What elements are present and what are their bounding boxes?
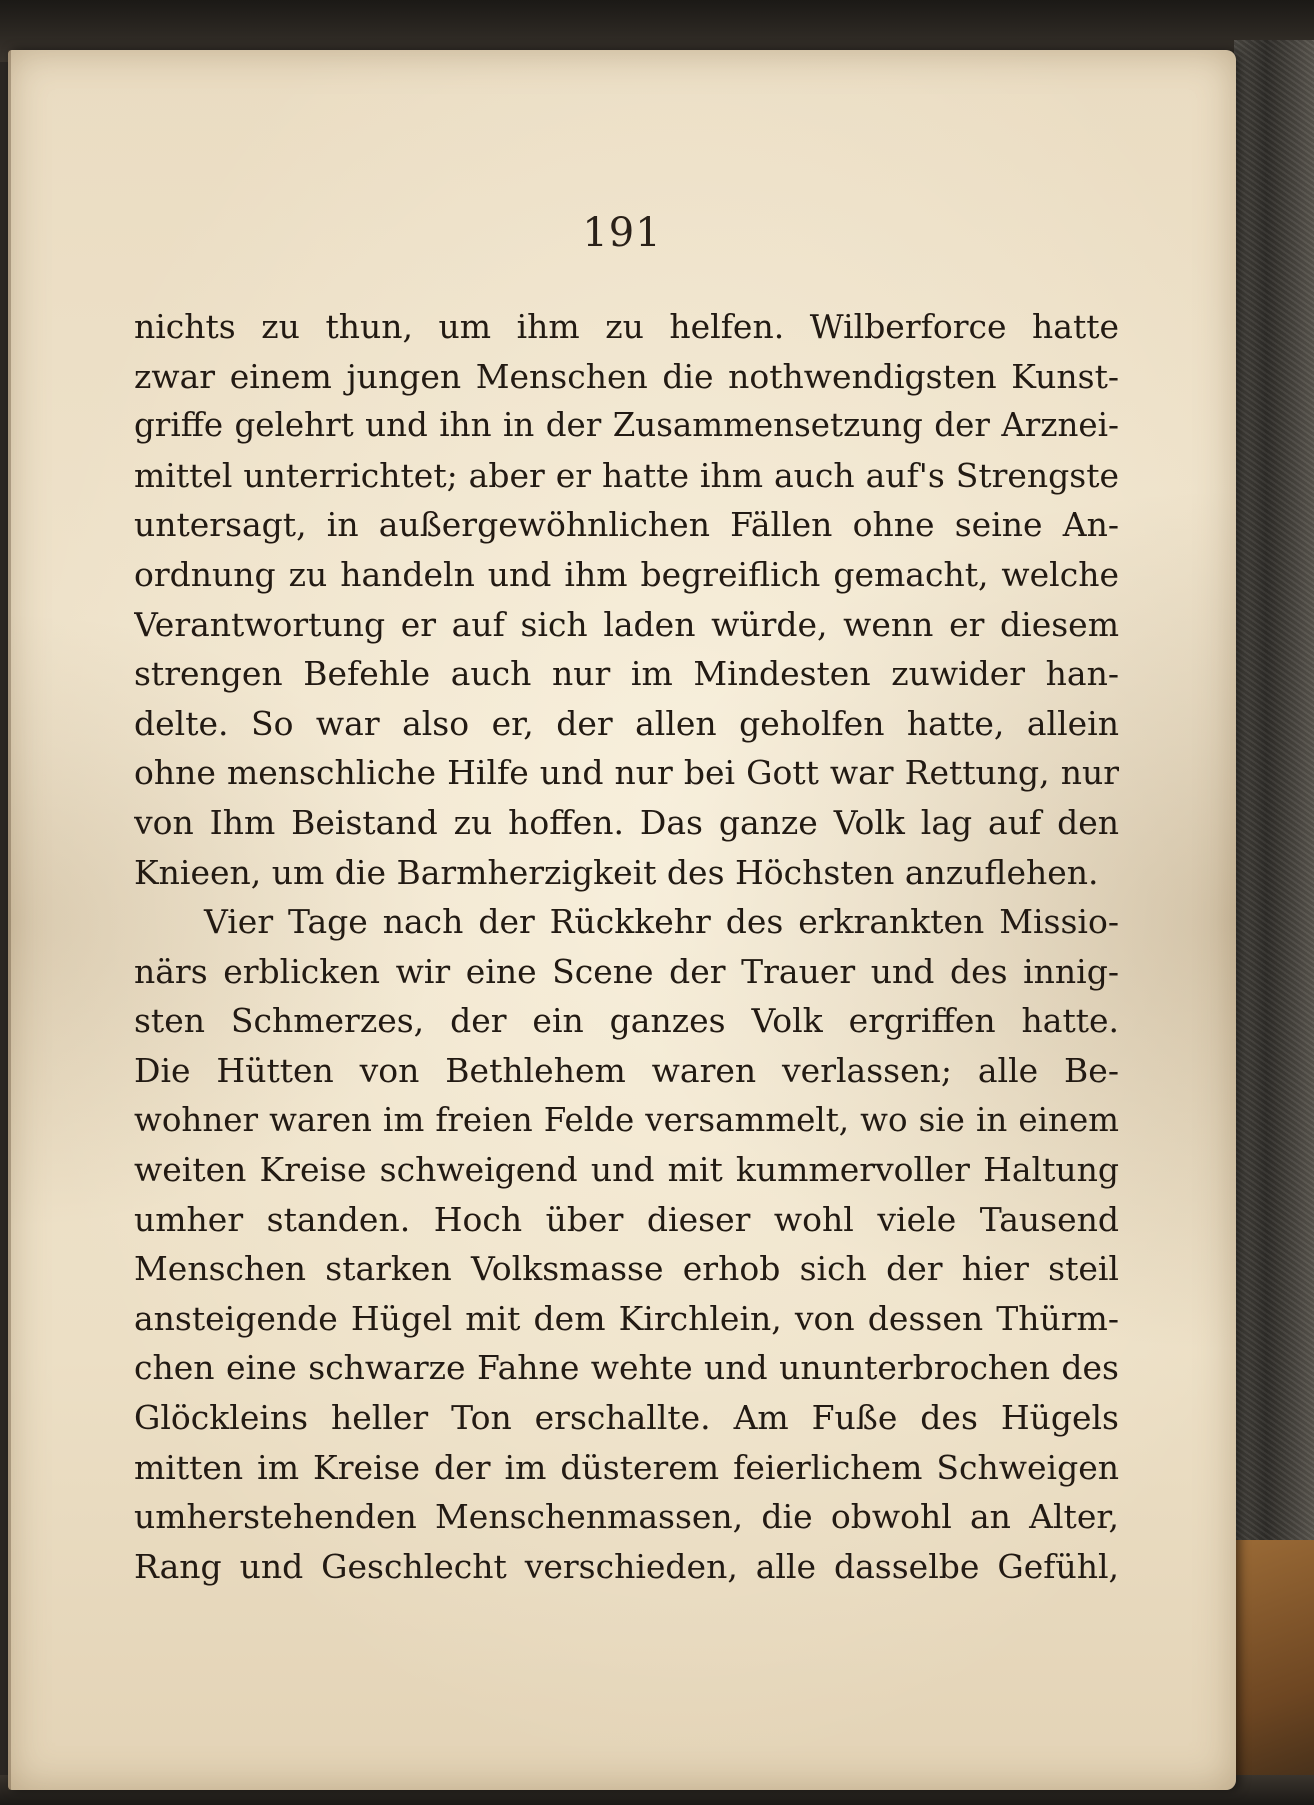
- text-line: ansteigende Hügel mit dem Kirchlein, von dessen Thürm-: [134, 1298, 1119, 1338]
- page-text: [134, 302, 1119, 1591]
- text-line: umherstehenden Menschenmassen, die obwohl an Alter,: [134, 1497, 1119, 1537]
- text-line: von Ihm Beistand zu hoffen. Das ganze Volk lag auf den: [134, 802, 1119, 842]
- text-line: Menschen starken Volksmasse erhob sich der hier steil: [134, 1249, 1119, 1289]
- text-line: wohner waren im freien Felde versammelt, wo sie in einem: [134, 1100, 1119, 1139]
- text-line: Verantwortung er auf sich laden würde, wenn er diesem: [134, 604, 1119, 644]
- page-number: 191: [582, 210, 662, 256]
- text-line: chen eine schwarze Fahne wehte und ununterbrochen des: [134, 1348, 1119, 1388]
- text-line: Glöckleins heller Ton erschallte. Am Fuße des Hügels: [134, 1398, 1119, 1438]
- text-line: zwar einem jungen Menschen die nothwendigsten Kunst-: [134, 356, 1119, 396]
- text-line: sten Schmerzes, der ein ganzes Volk ergriffen hatte.: [134, 1001, 1119, 1041]
- text-line: Die Hütten von Bethlehem waren verlassen; alle Be-: [134, 1050, 1119, 1090]
- text-line: griffe gelehrt und ihn in der Zusammensetzung der Arznei-: [134, 406, 1119, 445]
- text-line: strengen Befehle auch nur im Mindesten zuwider han-: [134, 654, 1119, 694]
- text-line: mitten im Kreise der im düsterem feierlichem Schweigen: [134, 1447, 1119, 1487]
- text-line: ordnung zu handeln und ihm begreiflich gemacht, welche: [134, 554, 1119, 594]
- text-line: ohne menschliche Hilfe und nur bei Gott war Rettung, nur: [134, 753, 1119, 793]
- book-cover-corner: [1234, 1540, 1314, 1805]
- text-line: weiten Kreise schweigend und mit kummervoller Haltung: [134, 1150, 1119, 1190]
- text-line: nichts zu thun, um ihm zu helfen. Wilberforce hatte: [134, 307, 1119, 346]
- book-page: [8, 50, 1236, 1790]
- page-gutter: [8, 50, 11, 1790]
- text-line: untersagt, in außergewöhnlichen Fällen ohne seine An-: [134, 505, 1119, 545]
- text-line: Vier Tage nach der Rückkehr des erkrankten Missio-: [204, 902, 1119, 942]
- text-line: mittel unterrichtet; aber er hatte ihm auch auf's Strengste: [134, 455, 1119, 495]
- text-line: delte. So war also er, der allen geholfen hatte, allein: [134, 703, 1119, 743]
- text-line: närs erblicken wir eine Scene der Trauer und des innig-: [134, 951, 1119, 991]
- text-line: Knieen, um die Barmherzigkeit des Höchsten anzuflehen.: [134, 852, 1099, 892]
- text-line: Rang und Geschlecht verschieden, alle dasselbe Gefühl,: [134, 1546, 1119, 1586]
- text-line: umher standen. Hoch über dieser wohl viele Tausend: [134, 1199, 1119, 1239]
